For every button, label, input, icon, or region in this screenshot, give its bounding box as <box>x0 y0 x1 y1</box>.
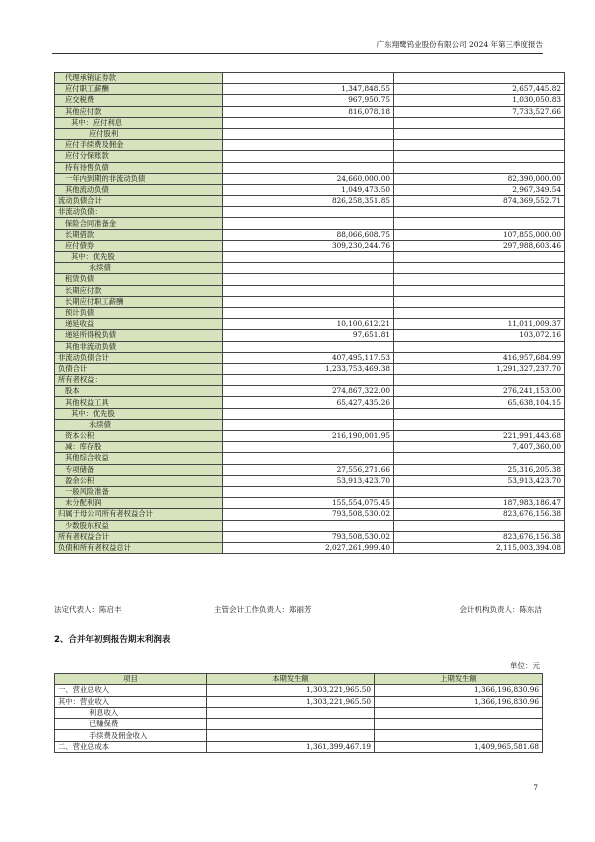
balance-row <box>55 196 565 207</box>
previous-value <box>394 252 565 263</box>
previous-value: 874,369,552.71 <box>394 196 565 207</box>
current-value: 1,303,221,965.50 <box>207 696 375 707</box>
row-label: 长期应付款 <box>55 285 223 296</box>
previous-value <box>394 375 565 386</box>
balance-row <box>55 319 565 330</box>
previous-value: 297,988,603.46 <box>394 240 565 251</box>
row-label: 一年内到期的非流动负债 <box>55 173 223 184</box>
previous-value <box>394 408 565 419</box>
balance-row <box>55 408 565 419</box>
balance-row <box>55 140 565 151</box>
balance-row <box>55 475 565 486</box>
balance-row <box>55 274 565 285</box>
current-value <box>223 207 394 218</box>
current-value <box>223 218 394 229</box>
previous-value: 1,291,327,237.70 <box>394 363 565 374</box>
income-row <box>55 707 543 718</box>
current-value: 309,230,244.76 <box>223 240 394 251</box>
row-label: 永续债 <box>55 419 223 430</box>
row-label: 递延所得税负债 <box>55 330 223 341</box>
current-value: 1,347,848.55 <box>223 84 394 95</box>
balance-row <box>55 386 565 397</box>
row-label: 少数股东权益 <box>55 520 223 531</box>
current-value <box>223 263 394 274</box>
income-statement-title: 2、合并年初到报告期末利润表 <box>54 635 171 645</box>
current-value: 407,495,117.53 <box>223 352 394 363</box>
legal-representative: 法定代表人：陈启丰 <box>54 605 122 614</box>
previous-value: 2,967,349.54 <box>394 184 565 195</box>
balance-row <box>55 128 565 139</box>
row-label: 其他流动负债 <box>55 184 223 195</box>
row-label: 其他非流动负债 <box>55 341 223 352</box>
balance-row <box>55 218 565 229</box>
row-label: 永续债 <box>55 263 223 274</box>
previous-value: 221,991,443.68 <box>394 431 565 442</box>
current-value: 27,556,271.66 <box>223 464 394 475</box>
previous-value <box>375 719 543 730</box>
balance-row <box>55 375 565 386</box>
balance-row <box>55 498 565 509</box>
balance-row <box>55 520 565 531</box>
row-label: 长期应付职工薪酬 <box>55 296 223 307</box>
unit-label: 单位：元 <box>510 661 540 670</box>
previous-value <box>394 140 565 151</box>
current-value: 967,950.75 <box>223 95 394 106</box>
balance-sheet-body <box>55 73 565 554</box>
previous-value <box>394 117 565 128</box>
previous-value <box>394 218 565 229</box>
current-value <box>207 730 375 741</box>
current-value <box>223 117 394 128</box>
current-value <box>223 285 394 296</box>
current-value <box>223 419 394 430</box>
current-value <box>207 707 375 718</box>
previous-value <box>394 341 565 352</box>
previous-value: 107,855,000.00 <box>394 229 565 240</box>
current-value <box>223 151 394 162</box>
previous-value <box>394 263 565 274</box>
balance-sheet-table <box>54 72 565 554</box>
row-label: 专项储备 <box>55 464 223 475</box>
previous-value <box>394 419 565 430</box>
current-value <box>223 296 394 307</box>
previous-value: 11,011,009.37 <box>394 319 565 330</box>
header-divider <box>52 53 543 54</box>
previous-value: 25,316,205.38 <box>394 464 565 475</box>
balance-row <box>55 486 565 497</box>
previous-value: 1,409,965,581.68 <box>375 741 543 752</box>
current-value: 2,027,261,999.40 <box>223 542 394 553</box>
current-value <box>223 252 394 263</box>
row-label: 其中：优先股 <box>55 408 223 419</box>
balance-row <box>55 509 565 520</box>
row-label: 负债和所有者权益总计 <box>55 542 223 553</box>
row-label: 应付职工薪酬 <box>55 84 223 95</box>
row-label: 预计负债 <box>55 307 223 318</box>
previous-value <box>394 307 565 318</box>
row-label: 应付债券 <box>55 240 223 251</box>
balance-row <box>55 184 565 195</box>
current-value <box>223 375 394 386</box>
balance-row <box>55 95 565 106</box>
income-row <box>55 730 543 741</box>
row-label: 股本 <box>55 386 223 397</box>
current-value <box>223 140 394 151</box>
balance-row <box>55 531 565 542</box>
current-value <box>223 520 394 531</box>
row-label: 二、营业总成本 <box>55 741 207 752</box>
previous-value <box>394 162 565 173</box>
previous-value: 65,638,104.15 <box>394 397 565 408</box>
balance-row <box>55 73 565 84</box>
row-label: 非流动负债合计 <box>55 352 223 363</box>
previous-value: 7,733,527.66 <box>394 106 565 117</box>
previous-value <box>394 207 565 218</box>
current-value <box>223 408 394 419</box>
current-value: 24,660,000.00 <box>223 173 394 184</box>
row-label: 所有者权益合计 <box>55 531 223 542</box>
balance-row <box>55 341 565 352</box>
previous-value: 416,957,684.99 <box>394 352 565 363</box>
current-value <box>223 73 394 84</box>
previous-value <box>394 486 565 497</box>
current-value <box>223 128 394 139</box>
balance-row <box>55 296 565 307</box>
current-value: 1,233,753,469.38 <box>223 363 394 374</box>
income-row <box>55 741 543 752</box>
current-value: 1,049,473.50 <box>223 184 394 195</box>
current-value: 97,651.81 <box>223 330 394 341</box>
row-label: 长期借款 <box>55 229 223 240</box>
balance-row <box>55 352 565 363</box>
previous-value <box>394 151 565 162</box>
current-value <box>223 162 394 173</box>
current-value <box>207 719 375 730</box>
balance-row <box>55 330 565 341</box>
balance-row <box>55 252 565 263</box>
previous-value <box>394 296 565 307</box>
row-label: 应付股利 <box>55 128 223 139</box>
previous-value: 1,030,050.83 <box>394 95 565 106</box>
balance-row <box>55 84 565 95</box>
row-label: 其中：优先股 <box>55 252 223 263</box>
current-value: 816,078.18 <box>223 106 394 117</box>
previous-value: 82,390,000.00 <box>394 173 565 184</box>
previous-value: 2,115,003,394.08 <box>394 542 565 553</box>
accounting-head: 主管会计工作负责人：郑丽芳 <box>214 605 312 614</box>
row-label: 非流动负债： <box>55 207 223 218</box>
row-label: 递延收益 <box>55 319 223 330</box>
previous-value <box>394 453 565 464</box>
row-label: 一、营业总收入 <box>55 685 207 696</box>
income-statement-body <box>55 685 543 753</box>
row-label: 已赚保费 <box>55 719 207 730</box>
row-label: 租赁负债 <box>55 274 223 285</box>
income-header-row <box>55 674 543 685</box>
previous-value: 103,072.16 <box>394 330 565 341</box>
current-value: 155,554,075.45 <box>223 498 394 509</box>
current-value <box>223 442 394 453</box>
row-label: 其他综合收益 <box>55 453 223 464</box>
previous-value: 1,366,196,830.96 <box>375 696 543 707</box>
balance-row <box>55 307 565 318</box>
current-value: 10,100,612.21 <box>223 319 394 330</box>
row-label: 其中：应付利息 <box>55 117 223 128</box>
row-label: 资本公积 <box>55 431 223 442</box>
income-row <box>55 719 543 730</box>
current-value: 1,303,221,965.50 <box>207 685 375 696</box>
row-label: 利息收入 <box>55 707 207 718</box>
balance-row <box>55 285 565 296</box>
balance-row <box>55 431 565 442</box>
balance-row <box>55 207 565 218</box>
current-value: 274,867,322.00 <box>223 386 394 397</box>
balance-row <box>55 229 565 240</box>
current-value: 216,190,001.95 <box>223 431 394 442</box>
balance-row <box>55 453 565 464</box>
balance-row <box>55 363 565 374</box>
balance-row <box>55 419 565 430</box>
header-current: 本期发生额 <box>207 674 375 685</box>
balance-row <box>55 240 565 251</box>
previous-value: 823,676,156.38 <box>394 531 565 542</box>
current-value: 88,066,608.75 <box>223 229 394 240</box>
row-label: 未分配利润 <box>55 498 223 509</box>
current-value <box>223 341 394 352</box>
row-label: 应交税费 <box>55 95 223 106</box>
row-label: 其中：营业收入 <box>55 696 207 707</box>
row-label: 盈余公积 <box>55 475 223 486</box>
row-label: 应付分保账款 <box>55 151 223 162</box>
current-value: 793,508,530.02 <box>223 531 394 542</box>
previous-value <box>375 707 543 718</box>
report-header: 广东翔鹭钨业股份有限公司 2024 年第三季度报告 <box>376 40 543 49</box>
previous-value: 53,913,423.70 <box>394 475 565 486</box>
current-value: 1,361,399,467.19 <box>207 741 375 752</box>
header-item: 项目 <box>55 674 207 685</box>
row-label: 减：库存股 <box>55 442 223 453</box>
income-row <box>55 696 543 707</box>
previous-value: 823,676,156.38 <box>394 509 565 520</box>
current-value <box>223 274 394 285</box>
row-label: 代理承销证券款 <box>55 73 223 84</box>
accounting-agency-head: 会计机构负责人：陈东洁 <box>459 605 542 614</box>
balance-row <box>55 464 565 475</box>
row-label: 应付手续费及佣金 <box>55 140 223 151</box>
row-label: 流动负债合计 <box>55 196 223 207</box>
header-previous: 上期发生额 <box>375 674 543 685</box>
row-label: 持有待售负债 <box>55 162 223 173</box>
row-label: 保险合同准备金 <box>55 218 223 229</box>
previous-value <box>375 730 543 741</box>
balance-row <box>55 106 565 117</box>
previous-value: 276,241,153.00 <box>394 386 565 397</box>
previous-value <box>394 285 565 296</box>
row-label: 一般风险准备 <box>55 486 223 497</box>
balance-row <box>55 162 565 173</box>
previous-value <box>394 128 565 139</box>
current-value: 53,913,423.70 <box>223 475 394 486</box>
current-value: 826,258,351.85 <box>223 196 394 207</box>
page-number: 7 <box>533 783 538 792</box>
row-label: 所有者权益： <box>55 375 223 386</box>
income-statement-table <box>54 673 543 753</box>
balance-row <box>55 117 565 128</box>
previous-value <box>394 274 565 285</box>
previous-value: 7,407,360.00 <box>394 442 565 453</box>
previous-value: 1,366,196,830.96 <box>375 685 543 696</box>
previous-value <box>394 520 565 531</box>
row-label: 其他权益工具 <box>55 397 223 408</box>
current-value: 65,427,435.26 <box>223 397 394 408</box>
balance-row <box>55 151 565 162</box>
balance-row <box>55 263 565 274</box>
balance-row <box>55 173 565 184</box>
previous-value: 187,983,186.47 <box>394 498 565 509</box>
row-label: 手续费及佣金收入 <box>55 730 207 741</box>
current-value: 793,508,530.02 <box>223 509 394 520</box>
row-label: 归属于母公司所有者权益合计 <box>55 509 223 520</box>
row-label: 负债合计 <box>55 363 223 374</box>
previous-value: 2,657,445.82 <box>394 84 565 95</box>
balance-row <box>55 542 565 553</box>
current-value <box>223 453 394 464</box>
previous-value <box>394 73 565 84</box>
balance-row <box>55 442 565 453</box>
balance-row <box>55 397 565 408</box>
row-label: 其他应付款 <box>55 106 223 117</box>
current-value <box>223 307 394 318</box>
current-value <box>223 486 394 497</box>
income-row <box>55 685 543 696</box>
